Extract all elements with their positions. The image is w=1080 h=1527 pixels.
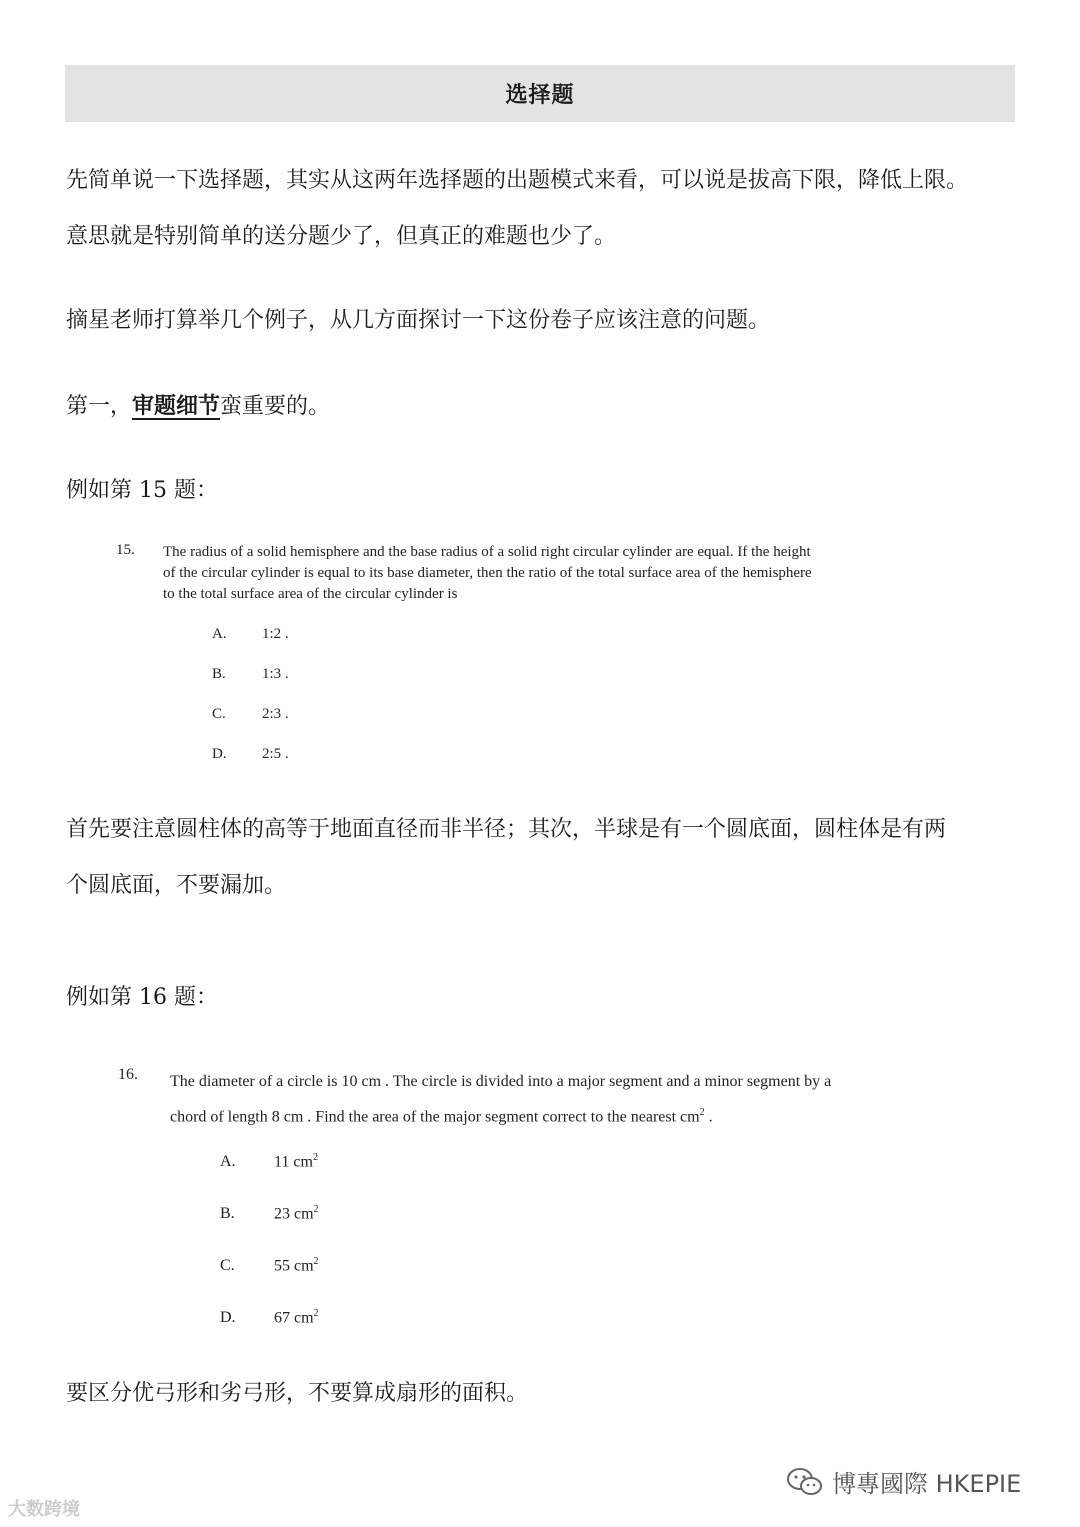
intro-line-1: 先简单说一下选择题，其实从这两年选择题的出题模式来看，可以说是拔高下限，降低上限。 — [66, 168, 969, 193]
option-label: B. — [220, 1205, 235, 1223]
question-15-option-b — [212, 666, 289, 683]
superscript: 2 — [313, 1308, 319, 1319]
section-header — [65, 65, 1015, 122]
question-16-option-b — [220, 1204, 319, 1223]
option-value: 67 cm — [274, 1309, 314, 1327]
watermark-right-text: 博專國際 HKEPIE — [832, 1470, 1022, 1498]
question-16-option-a — [220, 1152, 318, 1171]
example-16-label: 例如第 16 题： — [66, 985, 218, 1010]
option-value: 1:2 . — [262, 626, 289, 642]
question-15-stem-line: of the circular cylinder is equal to its base diameter, then the ratio of the total surface area of the hemisphere — [163, 565, 812, 581]
comment-15-paragraph — [66, 802, 1026, 914]
question-15-number: 15. — [116, 542, 135, 558]
question-16-stem-line — [170, 1097, 970, 1132]
superscript: 2 — [699, 1107, 705, 1118]
question-16-option-c — [220, 1256, 319, 1275]
option-value: 1:3 . — [262, 666, 289, 682]
wechat-icon — [786, 1467, 824, 1497]
superscript: 2 — [312, 1152, 318, 1163]
option-value: 23 cm — [274, 1205, 314, 1223]
question-15-option-d — [212, 746, 289, 763]
point-one-suffix: 蛮重要的。 — [220, 394, 331, 419]
option-label: A. — [212, 626, 227, 642]
option-value: 11 cm — [274, 1153, 313, 1171]
question-15-option-a — [212, 626, 289, 643]
section-title: 选择题 — [505, 82, 575, 108]
watermark-left: 大数跨境 — [8, 1499, 80, 1520]
comment-15-line-1: 首先要注意圆柱体的高等于地面直径而非半径；其次，半球是有一个圆底面，圆柱体是有两 — [66, 817, 947, 842]
point-one-prefix: 第一， — [66, 394, 133, 419]
option-label: D. — [220, 1309, 236, 1327]
option-label: D. — [212, 746, 227, 762]
superscript: 2 — [313, 1204, 319, 1215]
question-16-option-d — [220, 1308, 319, 1327]
question-16-stem — [170, 1066, 970, 1132]
point-one-paragraph — [66, 378, 1026, 435]
question-15-stem-line: to the total surface area of the circular cylinder is — [163, 586, 458, 602]
option-value: 55 cm — [274, 1257, 314, 1275]
question-16-stem-line: The diameter of a circle is 10 cm . The circle is divided into a major segment and a minor segment by a — [170, 1073, 832, 1090]
comment-15-line-2: 个圆底面，不要漏加。 — [66, 873, 287, 898]
option-value: 2:5 . — [262, 746, 289, 762]
intro-line-2: 意思就是特别简单的送分题少了，但真正的难题也少了。 — [66, 224, 617, 249]
comment-16-paragraph: 要区分优弓形和劣弓形，不要算成扇形的面积。 — [66, 1381, 529, 1406]
option-label: C. — [220, 1257, 235, 1275]
watermark-right — [786, 1464, 1021, 1499]
option-label: B. — [212, 666, 226, 682]
question-15-stem-line: The radius of a solid hemisphere and the base radius of a solid right circular cylinder are equal. If the height — [163, 544, 811, 560]
option-label: C. — [212, 706, 226, 722]
question-16-stem-text: chord of length 8 cm . Find the area of the major segment correct to the nearest cm — [170, 1108, 700, 1126]
point-one-emphasis: 审题细节 — [132, 393, 221, 419]
question-15-stem — [163, 542, 923, 605]
option-label: A. — [220, 1153, 236, 1171]
question-16-stem-end: . — [704, 1108, 713, 1126]
plan-paragraph: 摘星老师打算举几个例子，从几方面探讨一下这份卷子应该注意的问题。 — [66, 308, 771, 333]
question-15-option-c — [212, 706, 289, 723]
question-16-number: 16. — [118, 1066, 138, 1083]
option-value: 2:3 . — [262, 706, 289, 722]
intro-paragraph — [66, 153, 1026, 265]
example-15-label: 例如第 15 题： — [66, 478, 218, 503]
superscript: 2 — [313, 1256, 319, 1267]
